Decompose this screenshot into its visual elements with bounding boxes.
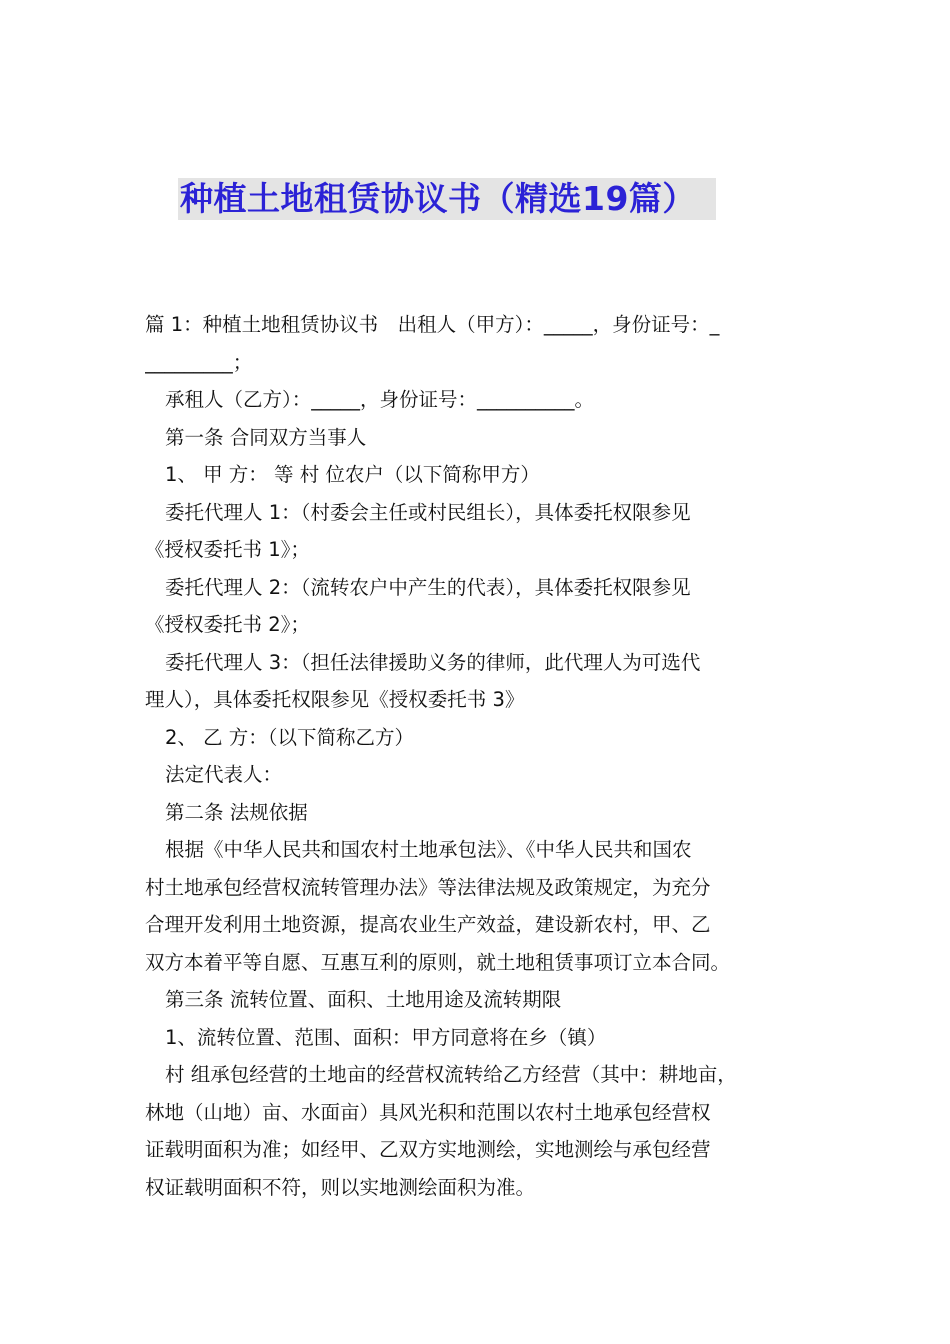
document-title: 种植土地租赁协议书（精选19篇）: [178, 178, 716, 220]
text-line: 证载明面积为准；如经甲、乙双方实地测绘，实地测绘与承包经营: [145, 1138, 711, 1161]
text-line: 村 组承包经营的土地亩的经营权流转给乙方经营（其中：耕地亩，: [165, 1063, 737, 1086]
text-line: 2、 乙 方：（以下简称乙方）: [165, 725, 415, 749]
section-heading: 第三条 流转位置、面积、土地用途及流转期限: [165, 988, 562, 1011]
text-line: 林地（山地）亩、水面亩）具风光积和范围以农村土地承包经营权: [145, 1100, 711, 1124]
text-line: 承租人（乙方）：_____，身份证号：__________。: [165, 388, 595, 411]
text-line: 委托代理人 3：（担任法律援助义务的律师，此代理人为可选代: [165, 650, 701, 674]
text-line: 合理开发利用土地资源，提高农业生产效益，建设新农村，甲、乙: [145, 913, 711, 936]
text-line: 委托代理人 2：（流转农户中产生的代表），具体委托权限参见: [165, 575, 691, 599]
title-container: [178, 178, 770, 220]
text-line: 村土地承包经营权流转管理办法》等法律法规及政策规定，为充分: [145, 875, 711, 899]
text-line: 理人），具体委托权限参见《授权委托书 3》: [145, 688, 525, 711]
text-line: 权证载明面积不符，则以实地测绘面积为准。: [145, 1175, 536, 1199]
text-line: 篇 1：种植土地租赁协议书 出租人（甲方）：_____，身份证号：_: [145, 313, 720, 336]
text-line: 法定代表人：: [165, 763, 283, 786]
section-heading: 第一条 合同双方当事人: [165, 425, 367, 449]
text-line: 委托代理人 1：（村委会主任或村民组长），具体委托权限参见: [165, 500, 691, 524]
document-body: [145, 306, 813, 1206]
section-heading: 第二条 法规依据: [165, 800, 308, 824]
text-line: 1、 甲 方： 等 村 位农户（以下简称甲方）: [165, 463, 540, 486]
text-line: 根据《中华人民共和国农村土地承包法》、《中华人民共和国农: [165, 838, 692, 861]
text-line: _________；: [145, 350, 253, 374]
text-line: 1、流转位置、范围、面积：甲方同意将在乡（镇）: [165, 1025, 607, 1049]
text-line: 《授权委托书 2》；: [145, 613, 310, 636]
text-line: 《授权委托书 1》；: [145, 538, 310, 561]
text-line: 双方本着平等自愿、互惠互利的原则，就土地租赁事项订立本合同。: [145, 950, 731, 974]
